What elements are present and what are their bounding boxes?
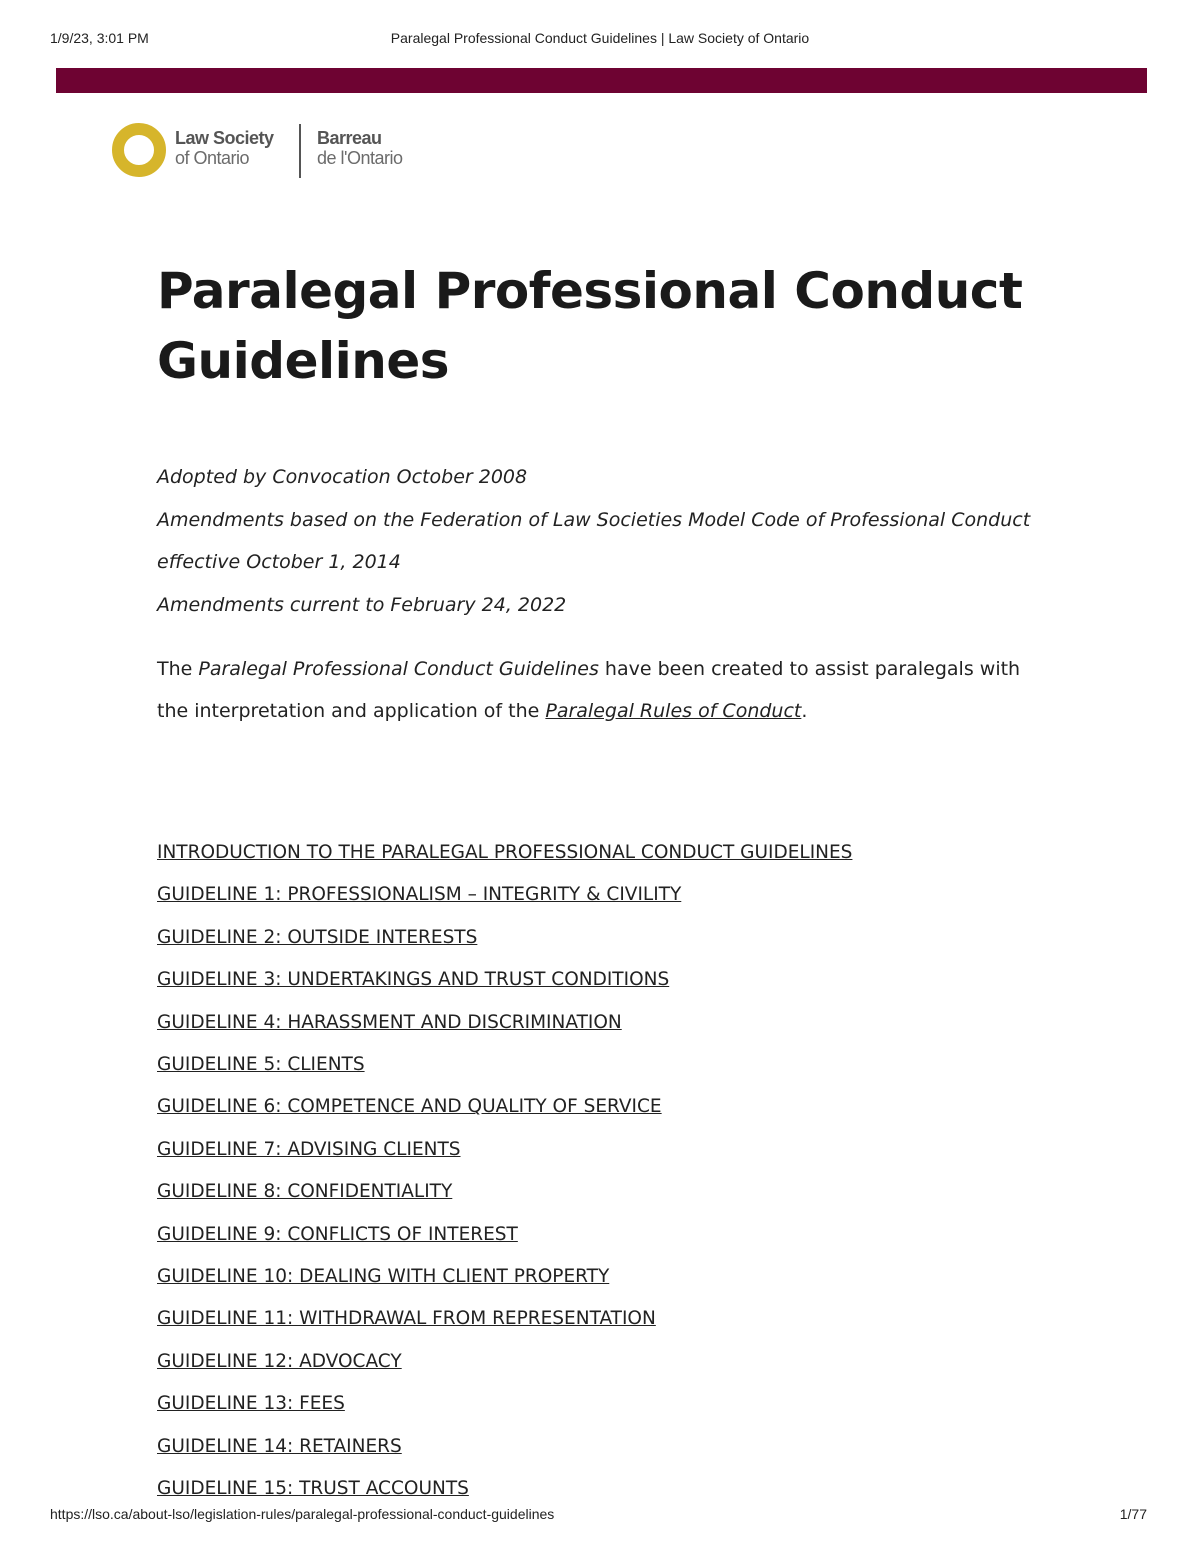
logo-en-line2: of Ontario	[175, 148, 250, 168]
toc-item	[157, 832, 1057, 874]
site-logo[interactable]	[111, 122, 431, 182]
table-of-contents	[157, 832, 1057, 1511]
print-datetime: 1/9/23, 3:01 PM	[50, 30, 149, 46]
toc-link-guideline-2[interactable]: GUIDELINE 2: OUTSIDE INTERESTS	[157, 926, 478, 948]
toc-link-guideline-3[interactable]: GUIDELINE 3: UNDERTAKINGS AND TRUST CONDITIONS	[157, 969, 670, 991]
intro-middle: have been created to assist paralegals with the interpretation and application of the	[157, 658, 1021, 722]
adoption-meta	[157, 456, 1057, 626]
intro-prefix: The	[157, 658, 199, 680]
toc-link-guideline-13[interactable]: GUIDELINE 13: FEES	[157, 1393, 345, 1415]
logo-ring-icon	[111, 122, 167, 178]
toc-link-guideline-4[interactable]: GUIDELINE 4: HARASSMENT AND DISCRIMINATION	[157, 1011, 622, 1033]
page-title: Paralegal Professional Conduct Guidelines	[157, 262, 1023, 390]
print-footer	[0, 1506, 1200, 1526]
page-number: 1/77	[1119, 1506, 1147, 1522]
toc-link-guideline-10[interactable]: GUIDELINE 10: DEALING WITH CLIENT PROPERTY	[157, 1266, 610, 1288]
toc-item	[157, 917, 1057, 959]
toc-link-guideline-8[interactable]: GUIDELINE 8: CONFIDENTIALITY	[157, 1181, 453, 1203]
toc-link-guideline-5[interactable]: GUIDELINE 5: CLIENTS	[157, 1054, 365, 1076]
toc-link-guideline-11[interactable]: GUIDELINE 11: WITHDRAWAL FROM REPRESENTATION	[157, 1308, 656, 1330]
print-header	[0, 30, 1200, 50]
toc-item	[157, 1214, 1057, 1256]
toc-item	[157, 1426, 1057, 1468]
print-page-title: Paralegal Professional Conduct Guidelines | Law Society of Ontario	[390, 30, 810, 46]
logo-fr-line2: de l'Ontario	[317, 148, 403, 168]
intro-suffix: .	[801, 700, 808, 722]
logo-en-line1: Law Society	[175, 128, 274, 148]
toc-item	[157, 1468, 1057, 1510]
toc-item	[157, 1256, 1057, 1298]
print-url: https://lso.ca/about-lso/legislation-rules/paralegal-professional-conduct-guidelines	[50, 1506, 555, 1522]
toc-item	[157, 874, 1057, 916]
toc-item	[157, 959, 1057, 1001]
toc-item	[157, 1171, 1057, 1213]
toc-link-guideline-14[interactable]: GUIDELINE 14: RETAINERS	[157, 1435, 402, 1457]
toc-link-guideline-6[interactable]: GUIDELINE 6: COMPETENCE AND QUALITY OF SERVICE	[157, 1096, 662, 1118]
toc-item	[157, 1341, 1057, 1383]
brand-bar	[56, 68, 1147, 93]
intro-paragraph	[157, 648, 1057, 732]
logo-english	[175, 128, 274, 168]
toc-item	[157, 1129, 1057, 1171]
meta-adopted: Adopted by Convocation October 2008	[157, 466, 528, 488]
logo-french	[317, 128, 403, 168]
logo-fr-line1: Barreau	[317, 128, 382, 148]
meta-amendments-current: Amendments current to February 24, 2022	[157, 593, 567, 616]
logo-divider	[299, 124, 301, 178]
intro-guidelines-title: Paralegal Professional Conduct Guidelines	[198, 658, 599, 680]
toc-item	[157, 1383, 1057, 1425]
toc-item	[157, 1086, 1057, 1128]
toc-link-guideline-15[interactable]: GUIDELINE 15: TRUST ACCOUNTS	[157, 1478, 469, 1500]
toc-item	[157, 1002, 1057, 1044]
toc-link-guideline-9[interactable]: GUIDELINE 9: CONFLICTS OF INTEREST	[157, 1223, 518, 1245]
main-content	[157, 256, 1057, 1529]
paralegal-rules-link[interactable]: Paralegal Rules of Conduct	[545, 700, 802, 722]
toc-link-guideline-12[interactable]: GUIDELINE 12: ADVOCACY	[157, 1350, 402, 1372]
toc-item	[157, 1298, 1057, 1340]
toc-link-guideline-7[interactable]: GUIDELINE 7: ADVISING CLIENTS	[157, 1138, 461, 1160]
toc-item	[157, 1044, 1057, 1086]
meta-amendments-model-code: Amendments based on the Federation of Law Societies Model Code of Professional Conduct effective October 1, 2014	[157, 508, 1031, 573]
toc-link-introduction[interactable]: INTRODUCTION TO THE PARALEGAL PROFESSIONAL CONDUCT GUIDELINES	[157, 842, 853, 863]
toc-link-guideline-1[interactable]: GUIDELINE 1: PROFESSIONALISM – INTEGRITY & CIVILITY	[157, 884, 682, 906]
